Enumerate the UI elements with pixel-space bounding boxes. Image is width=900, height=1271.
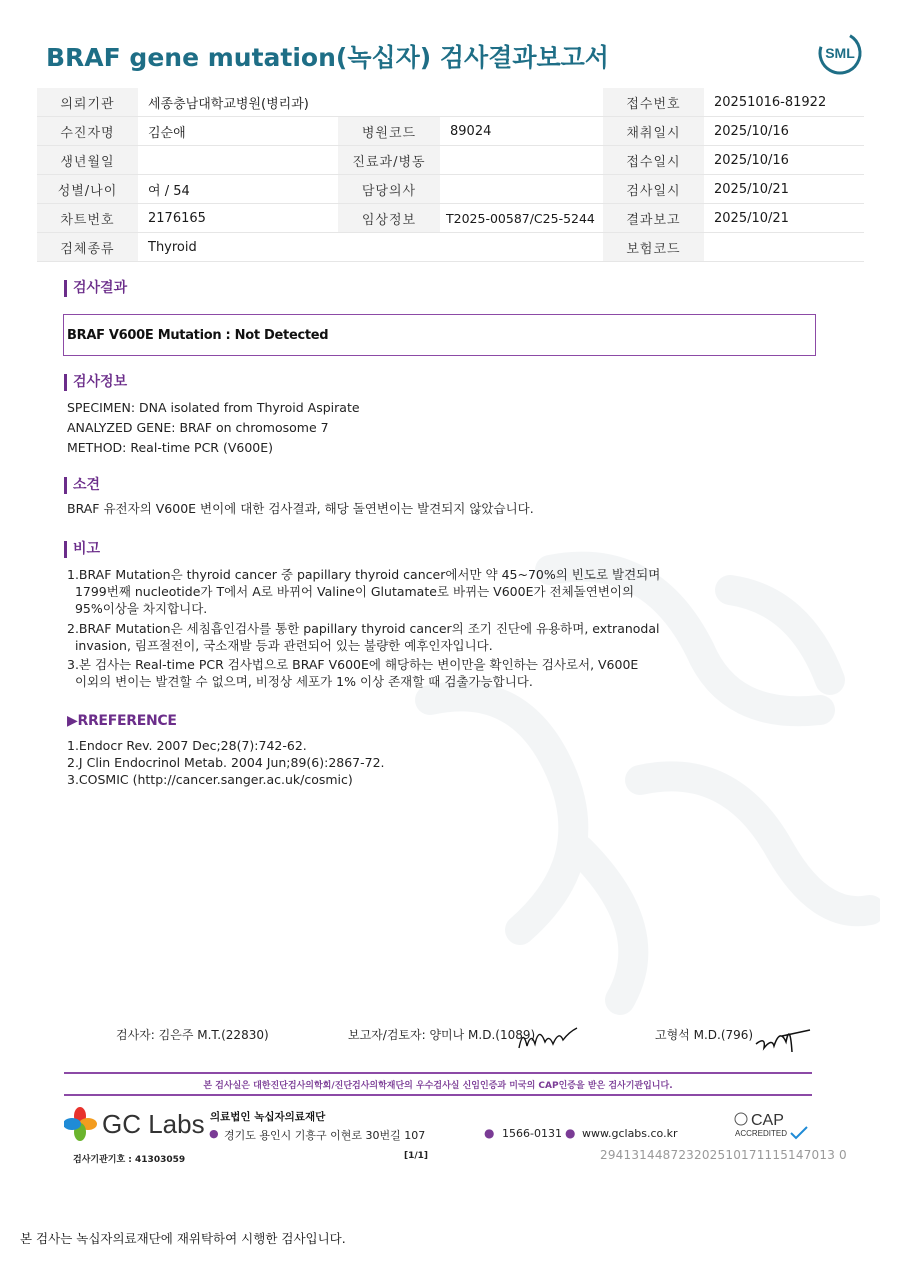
info-row [37, 88, 864, 117]
address-text: 경기도 용인시 기흥구 이현로 30번길 107 [224, 1129, 426, 1142]
report-date-value: 2025/10/21 [704, 204, 864, 233]
cap-accredited-logo [733, 1109, 813, 1145]
remarks-line: 3.본 검사는 Real-time PCR 검사법으로 BRAF V600E에 해당하는 변이만을 확인하는 검사로서, V600E [67, 657, 639, 672]
test-date-label: 검사일시 [603, 175, 704, 204]
reporter-signature-line: 보고자/검토자: 양미나 M.D.(1089) [348, 1028, 536, 1042]
footer-rule-bottom [64, 1094, 812, 1096]
info-row [37, 233, 864, 262]
opinion-heading: 소견 [64, 477, 100, 494]
receipt-no-label: 접수번호 [603, 88, 704, 117]
institution-code: 검사기관기호 : 41303059 [73, 1155, 186, 1165]
doctor-label: 담당의사 [338, 175, 440, 204]
report-date-label: 결과보고 [603, 204, 704, 233]
svg-text:SML: SML [825, 45, 855, 61]
info-row [37, 175, 864, 204]
phone-icon: ● [484, 1126, 495, 1140]
clinical-value: T2025-00587/C25-5244 [440, 204, 603, 233]
reference-line: 1.Endocr Rev. 2007 Dec;28(7):742-62. [67, 738, 307, 753]
patient-label: 수진자명 [37, 117, 138, 146]
info-row [37, 117, 864, 146]
gc-labs-logo [64, 1104, 209, 1144]
doctor-value [440, 175, 603, 204]
reporter-signature-image [515, 1020, 580, 1056]
sex-age-label: 성별/나이 [37, 175, 138, 204]
clinical-label: 임상정보 [338, 204, 440, 233]
svg-text:ACCREDITED: ACCREDITED [735, 1129, 788, 1138]
remarks-line: 95%이상을 차지합니다. [67, 601, 208, 616]
receipt-no-value: 20251016-81922 [704, 88, 864, 117]
institution-label: 의뢰기관 [37, 88, 138, 117]
hospital-code-value: 89024 [440, 117, 603, 146]
watermark-cross-graphic [400, 530, 880, 1030]
test-info-line: SPECIMEN: DNA isolated from Thyroid Aspirate [67, 400, 360, 415]
remarks-line: 이외의 변이는 발견할 수 없으며, 비정상 세포가 1% 이상 존재할 때 검출가능합니다. [67, 674, 533, 689]
test-date-value: 2025/10/21 [704, 175, 864, 204]
specimen-value: Thyroid [138, 233, 603, 262]
phone-text: 1566-0131 [502, 1127, 562, 1140]
insurance-value [704, 233, 864, 262]
physician-signature-line: 고형석 M.D.(796) [655, 1028, 754, 1042]
test-info-line: METHOD: Real-time PCR (V600E) [67, 440, 274, 455]
info-row [37, 146, 864, 175]
receipt-date-label: 접수일시 [603, 146, 704, 175]
remarks-line: 1.BRAF Mutation은 thyroid cancer 중 papillary thyroid cancer에서만 약 45~70%의 빈도로 발견되며 [67, 567, 661, 582]
dob-value [138, 146, 338, 175]
dept-label: 진료과/병동 [338, 146, 440, 175]
barcode-number: 294131448723202510171115147013 0 [600, 1148, 847, 1162]
patient-info-table [37, 88, 864, 262]
home-icon: ● [565, 1126, 576, 1140]
sex-age-value: 여 / 54 [138, 175, 338, 204]
reference-line: 2.J Clin Endocrinol Metab. 2004 Jun;89(6):2867-72. [67, 755, 385, 770]
tester-signature-line: 검사자: 김은주 M.T.(22830) [116, 1028, 269, 1042]
specimen-label: 검체종류 [37, 233, 138, 262]
hospital-code-label: 병원코드 [338, 117, 440, 146]
chart-no-label: 차트번호 [37, 204, 138, 233]
svg-text:CAP: CAP [751, 1112, 784, 1129]
sml-logo [815, 28, 865, 78]
certification-text: 본 검사실은 대한진단검사의학회/진단검사의학재단의 우수검사실 신임인증과 미국의 CAP인증을 받은 검사기관입니다. [203, 1081, 673, 1091]
foundation-name: 의료법인 녹십자의료재단 [210, 1111, 326, 1123]
reference-line: 3.COSMIC (http://cancer.sanger.ac.uk/cosmic) [67, 772, 353, 787]
page-number: [1/1] [404, 1151, 429, 1161]
dept-value [440, 146, 603, 175]
dob-label: 생년월일 [37, 146, 138, 175]
footnote-text: 본 검사는 녹십자의료재단에 재위탁하여 시행한 검사입니다. [20, 1231, 346, 1246]
remarks-line: 1799번째 nucleotide가 T에서 A로 바뀌어 Valine이 Glutamate로 바뀌는 V600E가 전체돌연변이의 [67, 584, 635, 599]
collect-date-value: 2025/10/16 [704, 117, 864, 146]
result-text: BRAF V600E Mutation : Not Detected [67, 328, 329, 343]
location-pin-icon: ● [209, 1127, 219, 1140]
patient-value: 김순애 [138, 117, 338, 146]
remarks-line: 2.BRAF Mutation은 세침흡인검사를 통한 papillary thyroid cancer의 조기 진단에 유용하며, extranodal [67, 621, 660, 636]
insurance-label: 보험코드 [603, 233, 704, 262]
opinion-text: BRAF 유전자의 V600E 변이에 대한 검사결과, 해당 돌연변이는 발견되지 않았습니다. [67, 501, 534, 516]
svg-text:GC Labs: GC Labs [102, 1109, 205, 1139]
collect-date-label: 채취일시 [603, 117, 704, 146]
remarks-line: invasion, 림프절전이, 국소재발 등과 관련되어 있는 불량한 예후인자입니다. [67, 638, 493, 653]
result-heading: 검사결과 [64, 280, 127, 297]
institution-value: 세종충남대학교병원(병리과) [138, 88, 603, 117]
test-info-line: ANALYZED GENE: BRAF on chromosome 7 [67, 420, 329, 435]
physician-signature-image [752, 1018, 812, 1058]
report-title: BRAF gene mutation(녹십자) 검사결과보고서 [46, 43, 609, 72]
test-info-heading: 검사정보 [64, 374, 127, 391]
info-row [37, 204, 864, 233]
receipt-date-value: 2025/10/16 [704, 146, 864, 175]
website-link[interactable]: www.gclabs.co.kr [582, 1127, 678, 1140]
footer-rule-top [64, 1072, 812, 1074]
reference-heading: ▶RREFERENCE [67, 713, 177, 729]
remarks-heading: 비고 [64, 541, 100, 558]
chart-no-value: 2176165 [138, 204, 338, 233]
